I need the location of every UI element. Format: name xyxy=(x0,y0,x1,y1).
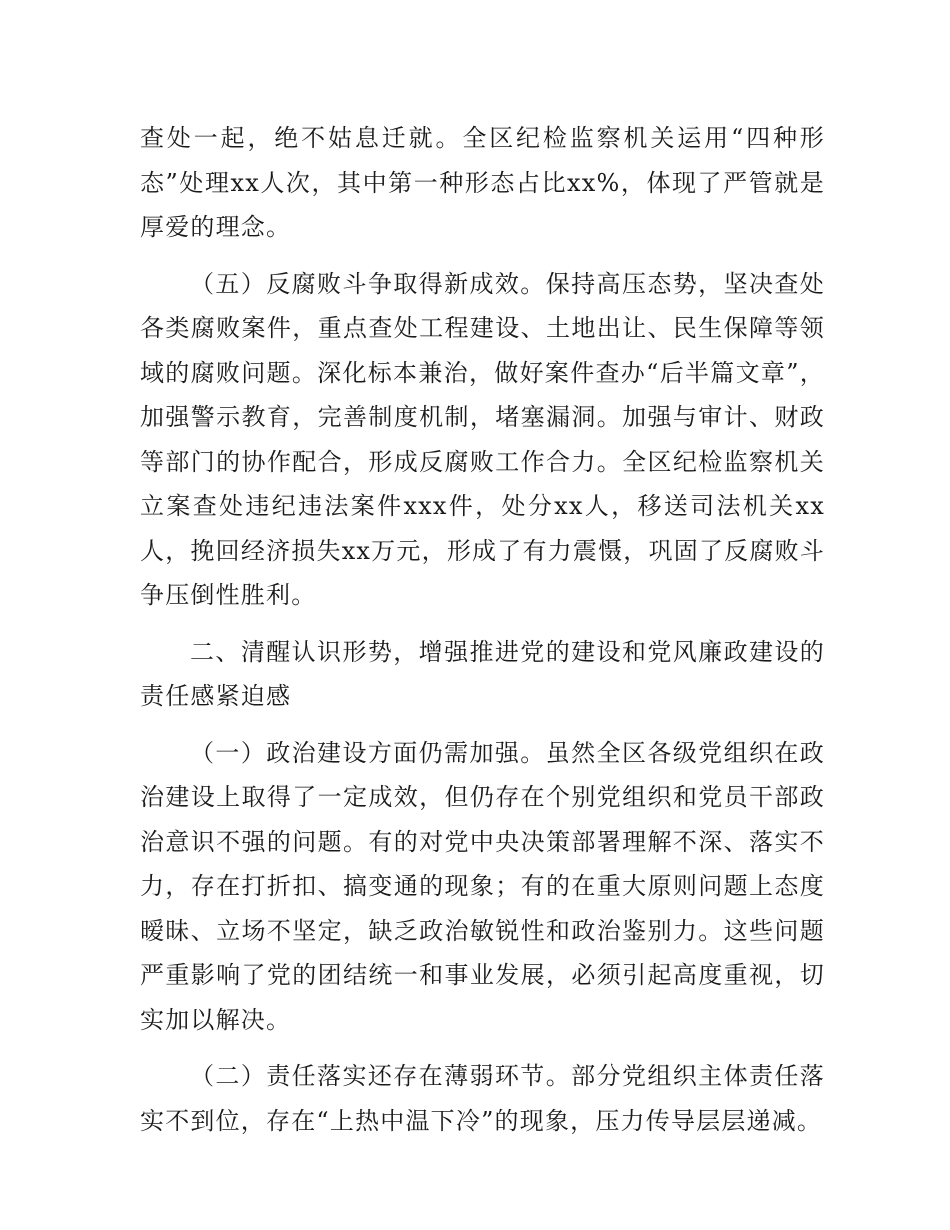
paragraph-section-five: （五）反腐败斗争取得新成效。保持高压态势，坚决查处各类腐败案件，重点查处工程建设、土地出让、民生保障等领域的腐败问题。深化标本兼治，做好案件查办“后半篇文章”，加强警示教育，完善制度机制，堵塞漏洞。加强与审计、财政等部门的协作配合，形成反腐败工作合力。全区纪检监察机关立案查处违纪违法案件xxx件，处分xx人，移送司法机关xx人，挽回经济损失xx万元，形成了有力震慑，巩固了反腐败斗争压倒性胜利。 xyxy=(140,269,825,609)
section-heading-two: 二、清醒认识形势，增强推进党的建设和党风廉政建设的责任感紧迫感 xyxy=(140,637,825,710)
paragraph-subsection-one: （一）政治建设方面仍需加强。虽然全区各级党组织在政治建设上取得了一定成效，但仍存在个别党组织和党员干部政治意识不强的问题。有的对党中央决策部署理解不深、落实不力，存在打折扣、搞变通的现象；有的在重大原则问题上态度暧昧、立场不坚定，缺乏政治敏锐性和政治鉴别力。这些问题严重影响了党的团结统一和事业发展，必须引起高度重视，切实加以解决。 xyxy=(140,738,825,1034)
paragraph-continuation: 查处一起，绝不姑息迁就。全区纪检监察机关运用“四种形态”处理xx人次，其中第一种形态占比xx%，体现了严管就是厚爱的理念。 xyxy=(140,124,825,241)
paragraph-subsection-two: （二）责任落实还存在薄弱环节。部分党组织主体责任落实不到位，存在“上热中温下冷”的现象，压力传导层层递减。 xyxy=(140,1062,825,1135)
document-body xyxy=(140,116,825,1155)
